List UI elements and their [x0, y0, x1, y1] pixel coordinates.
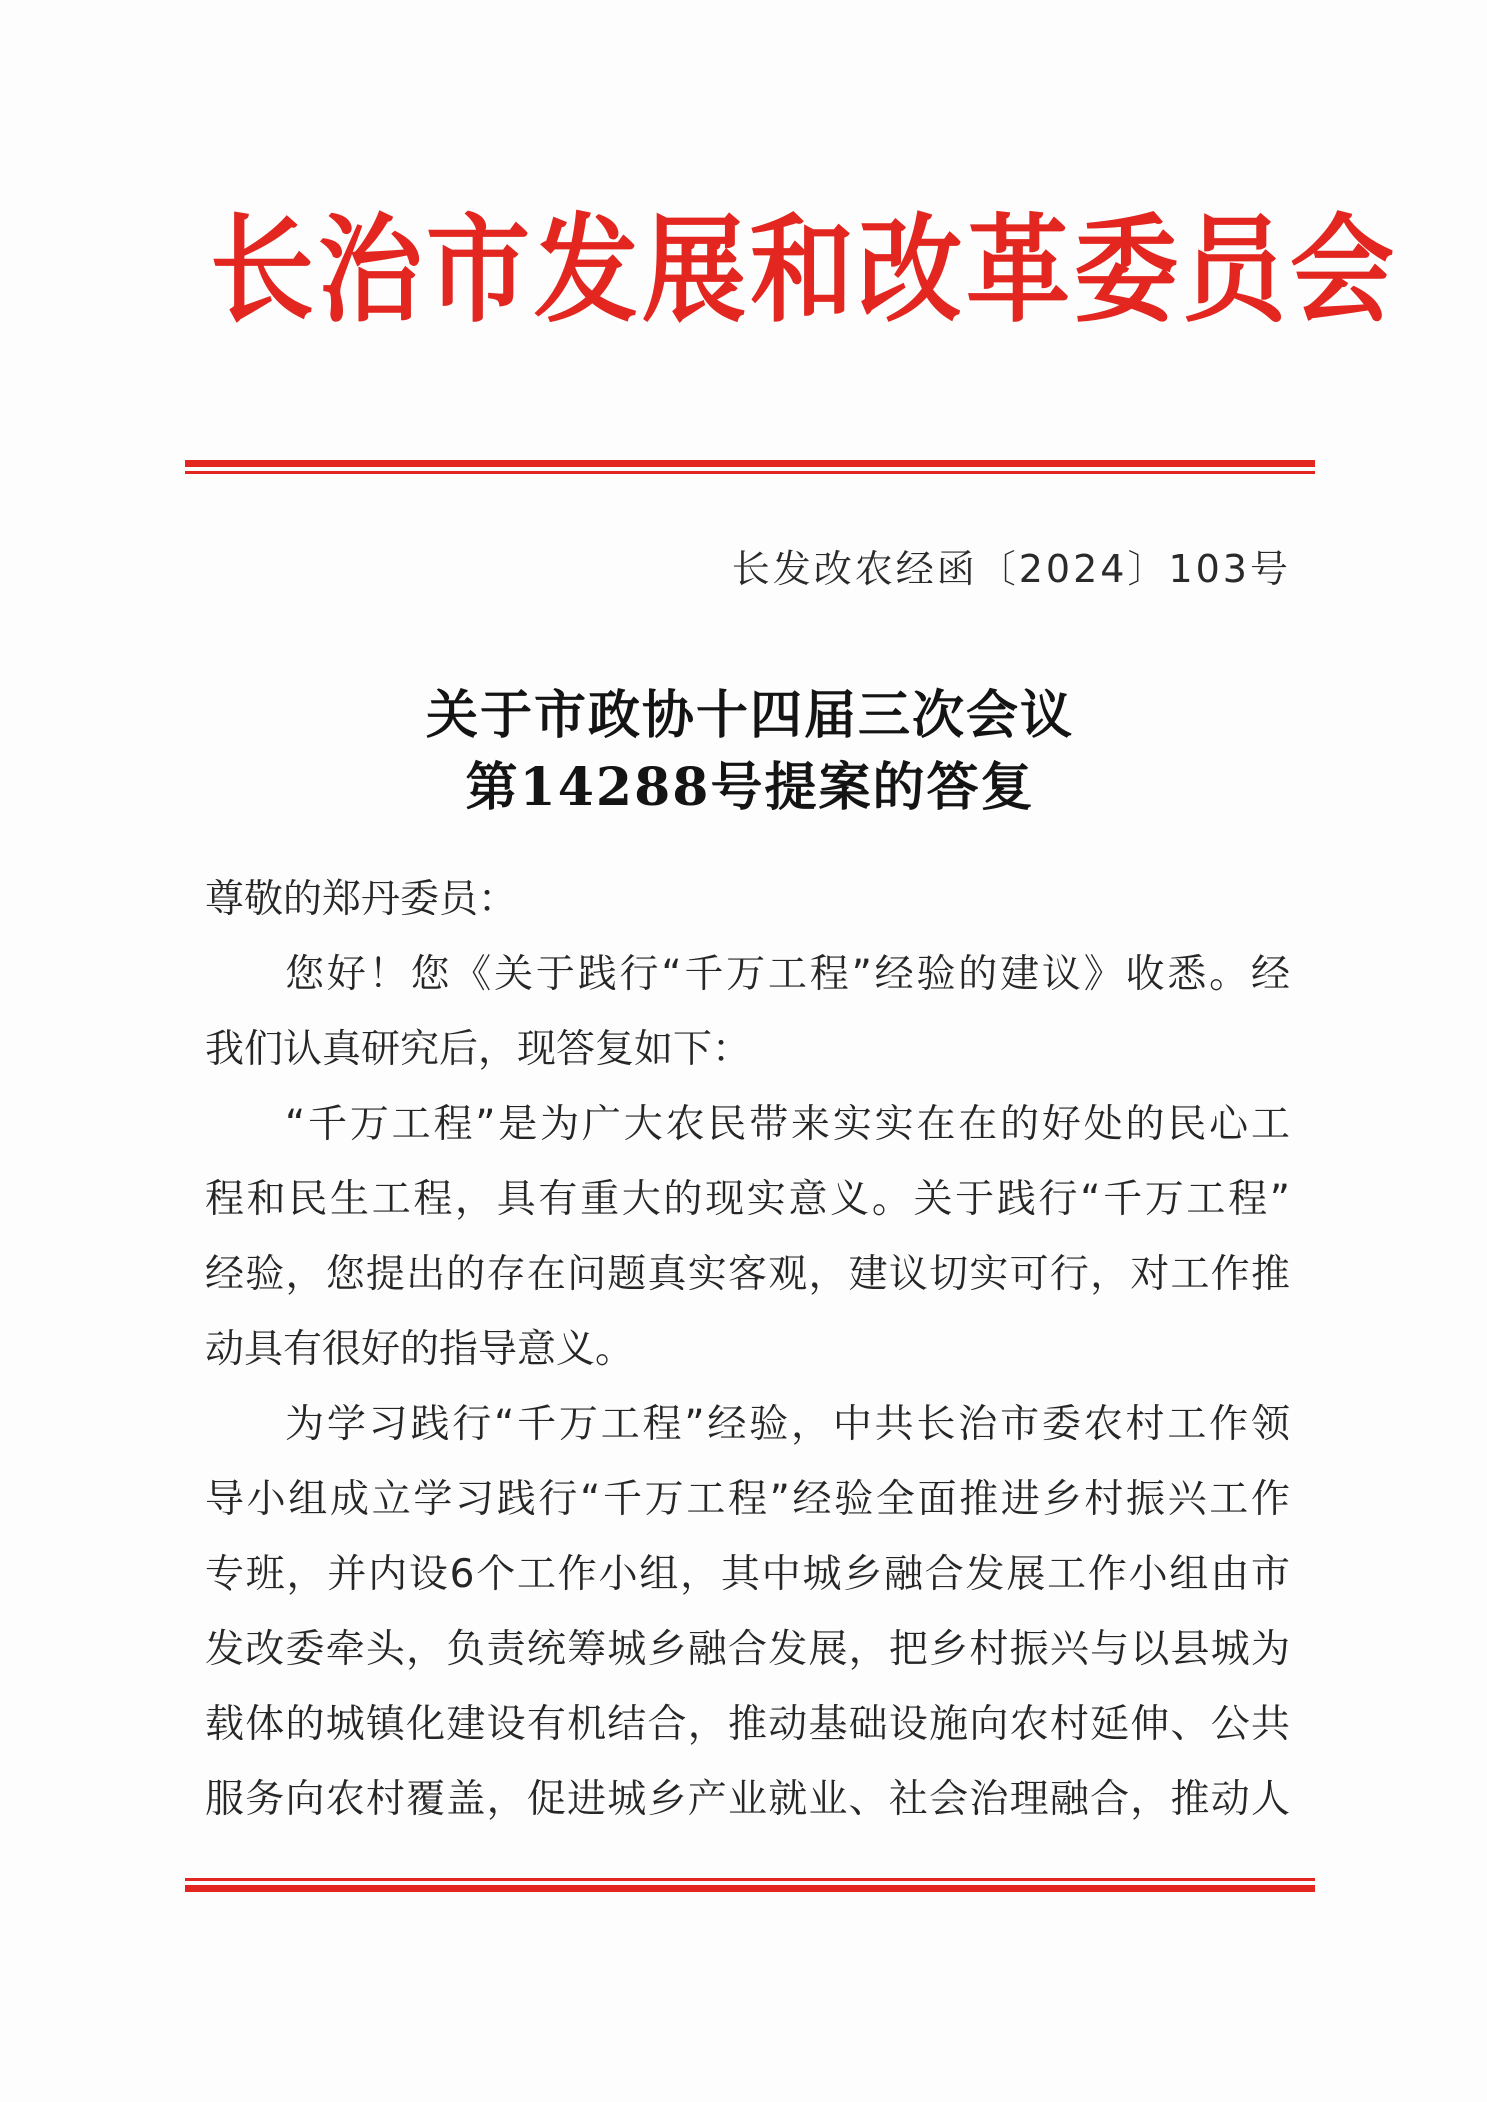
document-number: 长发改农经函〔2024〕103号	[731, 547, 1291, 591]
letterhead-red-rule	[185, 460, 1315, 474]
body-line: 导小组成立学习践行“千万工程”经验全面推进乡村振兴工作	[205, 1477, 1290, 1522]
body-line: 程和民生工程，具有重大的现实意义。关于践行“千万工程”	[205, 1177, 1290, 1222]
body-line: 动具有很好的指导意义。	[205, 1327, 635, 1372]
body-line: 您好！您《关于践行“千万工程”经验的建议》收悉。经	[285, 952, 1290, 997]
document-title-line-2: 第14288号提案的答复	[465, 757, 1035, 818]
document-title-line-1: 关于市政协十四届三次会议	[425, 685, 1074, 746]
salutation: 尊敬的郑丹委员：	[205, 877, 518, 922]
body-line: 发改委牵头，负责统筹城乡融合发展，把乡村振兴与以县城为	[205, 1627, 1290, 1672]
body-line: 为学习践行“千万工程”经验，中共长治市委农村工作领	[285, 1402, 1290, 1447]
agency-letterhead-title: 长治市发展和改革委员会	[210, 201, 1399, 339]
body-line: 我们认真研究后，现答复如下：	[205, 1027, 752, 1072]
footer-red-rule	[185, 1878, 1315, 1892]
body-line: 服务向农村覆盖，促进城乡产业就业、社会治理融合，推动人	[205, 1777, 1290, 1822]
body-line: 专班，并内设6个工作小组，其中城乡融合发展工作小组由市	[205, 1552, 1290, 1597]
body-line: 载体的城镇化建设有机结合，推动基础设施向农村延伸、公共	[205, 1702, 1290, 1747]
body-line: “千万工程”是为广大农民带来实实在在的好处的民心工	[285, 1102, 1290, 1147]
body-line: 经验，您提出的存在问题真实客观，建议切实可行，对工作推	[205, 1252, 1290, 1297]
